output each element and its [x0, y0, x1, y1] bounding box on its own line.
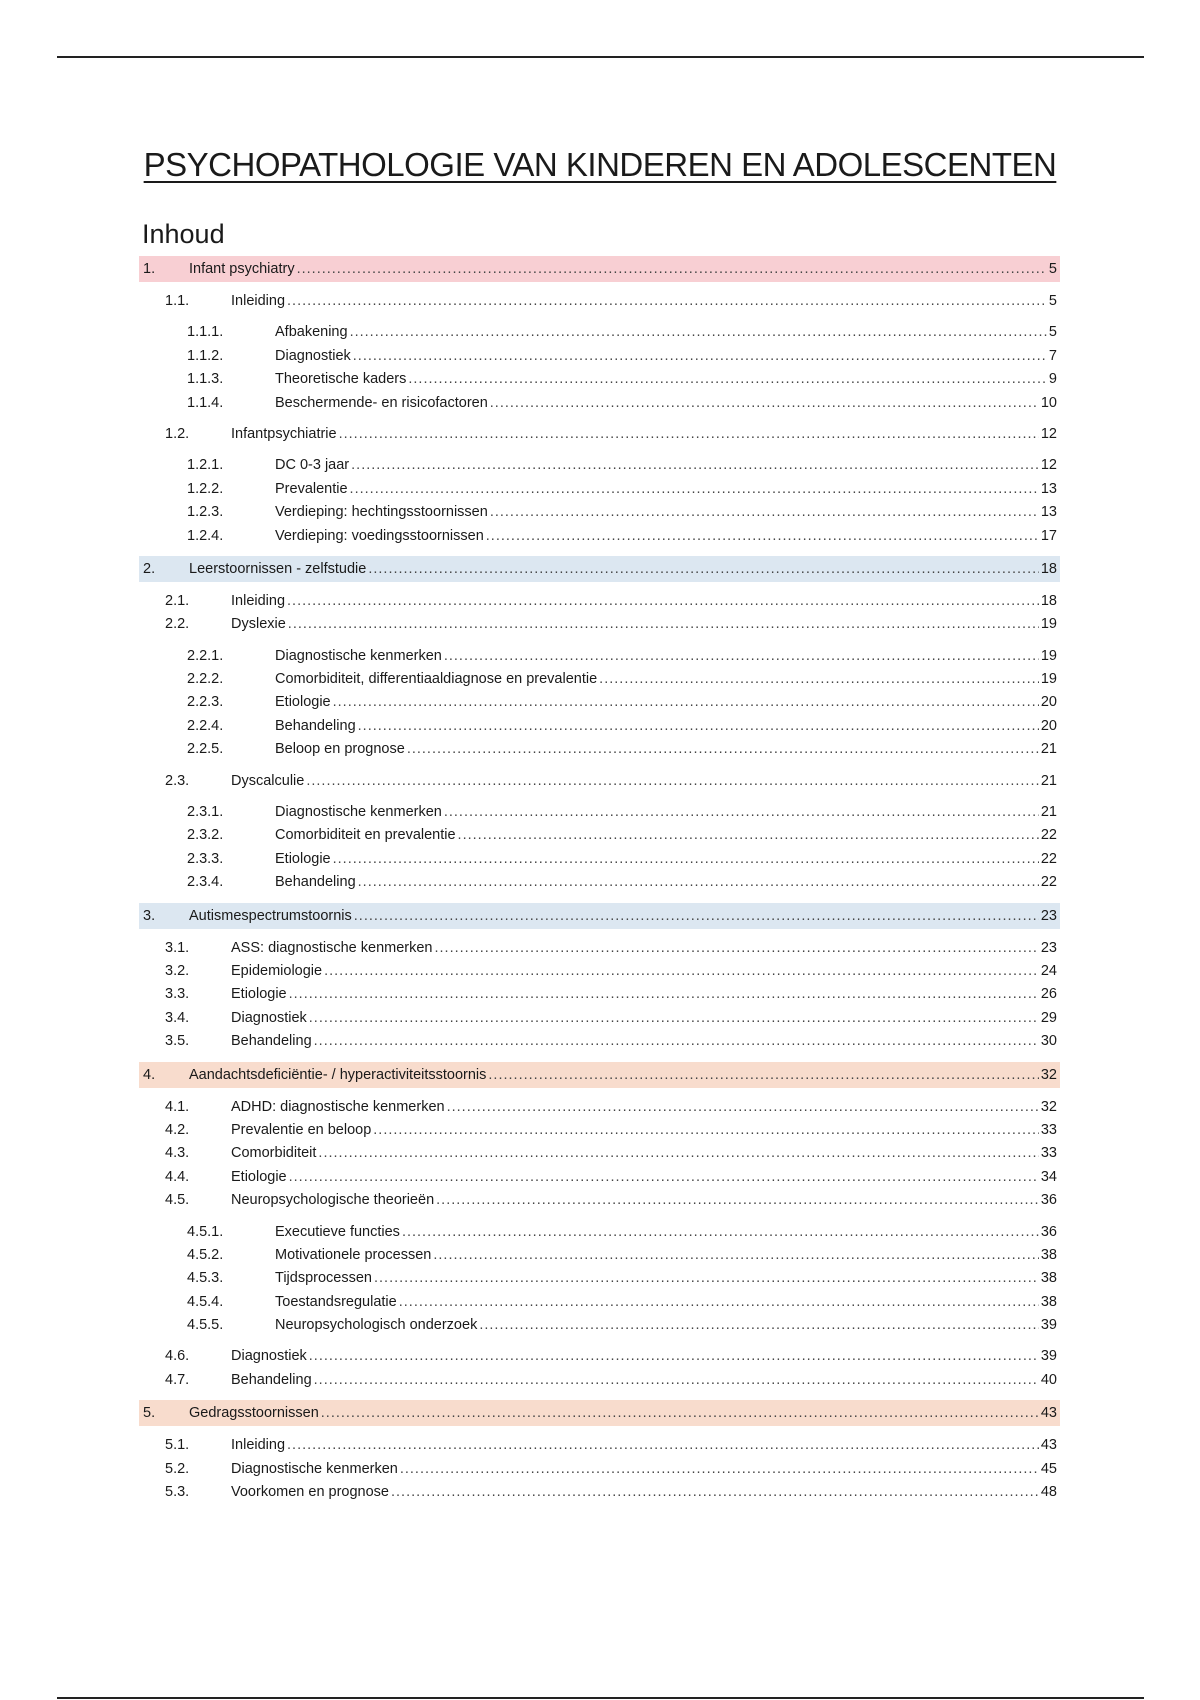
toc-entry-section[interactable]: 4.4. Etiologie ..... 34 [139, 1166, 1060, 1189]
toc-entry-subsection[interactable]: 2.2.1. Diagnostische kenmerken ..... 19 [139, 645, 1060, 668]
toc-entry-subsection[interactable]: 2.2.5. Beloop en prognose ..... 21 [139, 738, 1060, 761]
toc-entry-subsection[interactable]: 1.1.1. Afbakening ..... 5 [139, 321, 1060, 344]
toc-entry-section[interactable]: 2.1. Inleiding ..... 18 [139, 590, 1060, 613]
document-title: PSYCHOPATHOLOGIE VAN KINDEREN EN ADOLESCENTEN [143, 146, 1057, 183]
toc-entry-subsection[interactable]: 4.5.2. Motivationele processen ..... 38 [139, 1244, 1060, 1267]
toc-entry-section[interactable]: 4.1. ADHD: diagnostische kenmerken ..... 32 [139, 1096, 1060, 1119]
toc-entry-subsection[interactable]: 1.2.4. Verdieping: voedingsstoornissen ..... 17 [139, 525, 1060, 548]
toc-entry-subsection[interactable]: 1.1.4. Beschermende- en risicofactoren ..... 10 [139, 392, 1060, 415]
toc-entry-subsection[interactable]: 1.1.3. Theoretische kaders ..... 9 [139, 368, 1060, 391]
toc-entry-section[interactable]: 4.5. Neuropsychologische theorieën ..... 36 [139, 1189, 1060, 1212]
toc-entry-subsection[interactable]: 1.2.1. DC 0-3 jaar ..... 12 [139, 454, 1060, 477]
toc-entry-section[interactable]: 5.3. Voorkomen en prognose ..... 48 [139, 1481, 1060, 1504]
toc-entry-subsection[interactable]: 2.3.4. Behandeling ..... 22 [139, 871, 1060, 894]
toc-entry-subsection[interactable]: 2.3.2. Comorbiditeit en prevalentie ..... 22 [139, 824, 1060, 847]
toc-entry-section[interactable]: 3.3. Etiologie ..... 26 [139, 983, 1060, 1006]
toc-entry-subsection[interactable]: 2.2.4. Behandeling ..... 20 [139, 715, 1060, 738]
toc-entry-section[interactable]: 4.3. Comorbiditeit ..... 33 [139, 1142, 1060, 1165]
toc-entry-subsection[interactable]: 4.5.4. Toestandsregulatie ..... 38 [139, 1291, 1060, 1314]
toc-entry-subsection[interactable]: 1.1.2. Diagnostiek ..... 7 [139, 345, 1060, 368]
toc-entry-section[interactable]: 4.6. Diagnostiek ..... 39 [139, 1345, 1060, 1368]
toc-entry-section[interactable]: 3.4. Diagnostiek ..... 29 [139, 1007, 1060, 1030]
toc-entry-chapter[interactable]: 2. Leerstoornissen - zelfstudie ..... 18 [139, 556, 1060, 582]
footer-rule [57, 1697, 1144, 1699]
table-of-contents [139, 256, 1060, 1504]
toc-entry-chapter[interactable]: 5. Gedragsstoornissen ..... 43 [139, 1400, 1060, 1426]
toc-entry-subsection[interactable]: 2.3.3. Etiologie ..... 22 [139, 848, 1060, 871]
toc-entry-subsection[interactable]: 4.5.1. Executieve functies ..... 36 [139, 1221, 1060, 1244]
toc-entry-section[interactable]: 3.2. Epidemiologie ..... 24 [139, 960, 1060, 983]
toc-entry-section[interactable]: 4.7. Behandeling ..... 40 [139, 1369, 1060, 1392]
toc-entry-section[interactable]: 1.1. Inleiding ..... 5 [139, 290, 1060, 313]
toc-entry-subsection[interactable]: 2.3.1. Diagnostische kenmerken ..... 21 [139, 801, 1060, 824]
toc-heading: Inhoud [142, 219, 225, 249]
toc-entry-section[interactable]: 3.1. ASS: diagnostische kenmerken ..... 23 [139, 937, 1060, 960]
toc-entry-section[interactable]: 4.2. Prevalentie en beloop ..... 33 [139, 1119, 1060, 1142]
toc-entry-section[interactable]: 1.2. Infantpsychiatrie ..... 12 [139, 423, 1060, 446]
toc-entry-chapter[interactable]: 4. Aandachtsdeficiëntie- / hyperactiviteitsstoornis ..... 32 [139, 1062, 1060, 1088]
toc-entry-subsection[interactable]: 4.5.3. Tijdsprocessen ..... 38 [139, 1267, 1060, 1290]
toc-entry-subsection[interactable]: 1.2.2. Prevalentie ..... 13 [139, 478, 1060, 501]
toc-entry-section[interactable]: 3.5. Behandeling ..... 30 [139, 1030, 1060, 1053]
toc-entry-subsection[interactable]: 4.5.5. Neuropsychologisch onderzoek ..... 39 [139, 1314, 1060, 1337]
toc-entry-section[interactable]: 2.3. Dyscalculie ..... 21 [139, 770, 1060, 793]
toc-entry-section[interactable]: 5.1. Inleiding ..... 43 [139, 1434, 1060, 1457]
header-rule [57, 56, 1144, 58]
toc-entry-subsection[interactable]: 1.2.3. Verdieping: hechtingsstoornissen ..... 13 [139, 501, 1060, 524]
toc-entry-section[interactable]: 5.2. Diagnostische kenmerken ..... 45 [139, 1458, 1060, 1481]
toc-entry-subsection[interactable]: 2.2.2. Comorbiditeit, differentiaaldiagnose en prevalentie ..... 19 [139, 668, 1060, 691]
toc-entry-section[interactable]: 2.2. Dyslexie ..... 19 [139, 613, 1060, 636]
toc-entry-subsection[interactable]: 2.2.3. Etiologie ..... 20 [139, 691, 1060, 714]
toc-entry-chapter[interactable]: 3. Autismespectrumstoornis ..... 23 [139, 903, 1060, 929]
toc-entry-chapter[interactable]: 1. Infant psychiatry ..... 5 [139, 256, 1060, 282]
